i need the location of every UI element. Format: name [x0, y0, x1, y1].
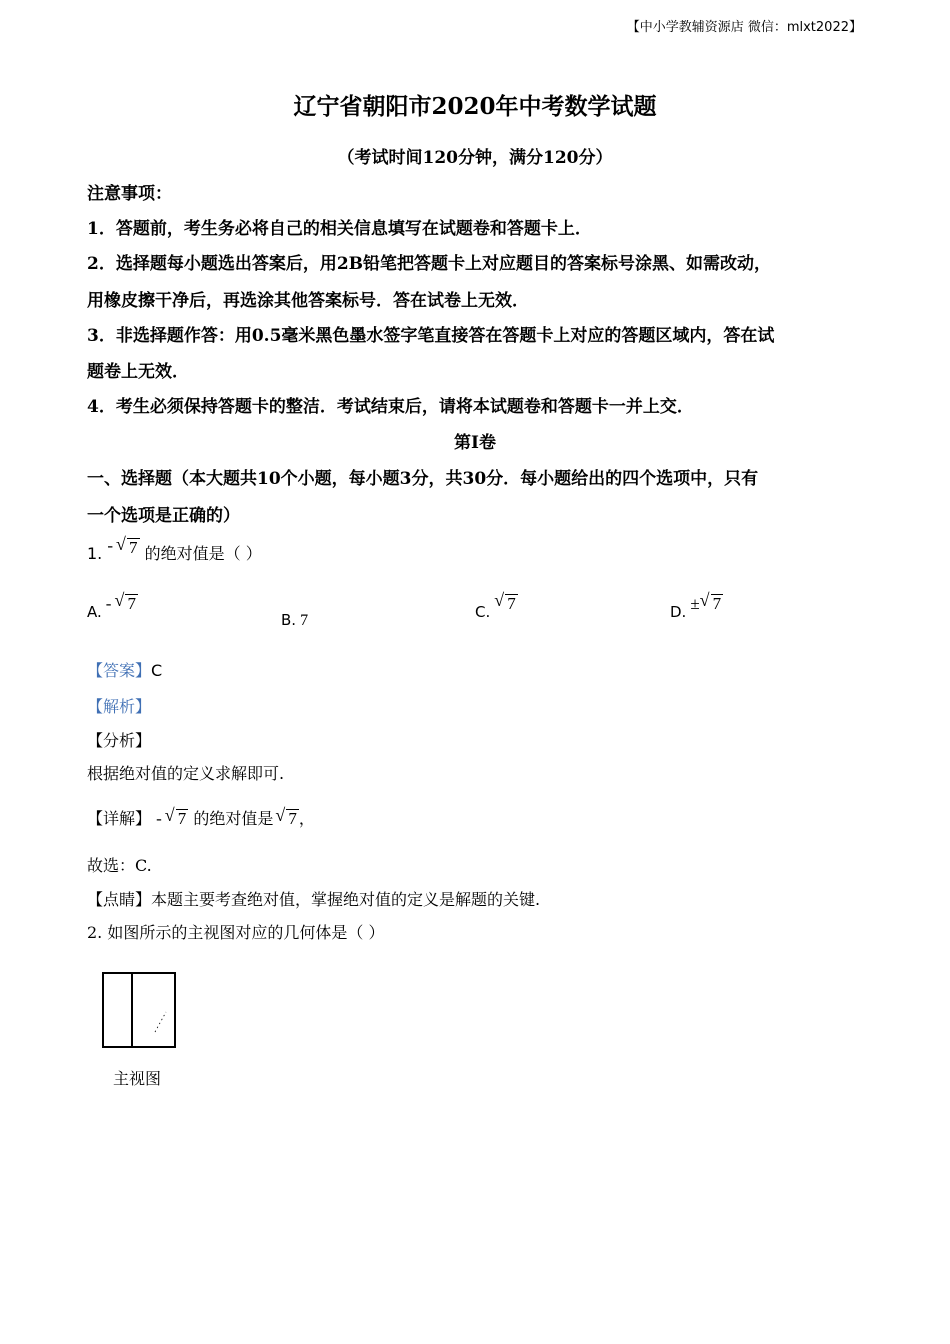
page-title: 辽宁省朝阳市2020年中考数学试题: [293, 93, 657, 120]
option-a-sign: -: [105, 594, 112, 613]
q1-stem: [87, 534, 262, 564]
option-a-label: A.: [87, 603, 102, 621]
part1-heading-line2: 一个选项是正确的）: [87, 506, 240, 526]
front-view-outer-rect: [103, 973, 175, 1047]
option-a-sqrt: √ 7: [114, 590, 136, 613]
q1-option-b[interactable]: [281, 611, 308, 630]
q1-stem-text: 的绝对值是（ ）: [144, 544, 262, 563]
choose-line: 故选：C.: [87, 856, 152, 875]
front-view-hidden-line: [155, 1012, 166, 1032]
dianjing-tag: 【点睛】: [87, 890, 152, 909]
q1-option-c[interactable]: [475, 590, 518, 622]
volume-heading: 第I卷: [454, 433, 496, 453]
option-c-sqrt: √ 7: [494, 590, 516, 613]
option-c-label: C.: [475, 603, 491, 621]
notice-heading: 注意事项：: [87, 184, 172, 204]
detail-minus: -: [156, 809, 162, 828]
option-d-label: D.: [670, 603, 687, 621]
notice-item-2-line1: 2．选择题每小题选出答案后，用2B铅笔把答题卡上对应题目的答案标号涂黑、如需改动，: [87, 254, 772, 274]
part1-heading-line1: 一、选择题（本大题共10个小题，每小题3分，共30分．每小题给出的四个选项中，只有: [87, 469, 759, 489]
notice-item-2-line2: 用橡皮擦干净后，再选涂其他答案标号．答在试卷上无效．: [87, 291, 529, 311]
detail-line: [87, 806, 315, 829]
q1-option-d[interactable]: [670, 590, 723, 622]
dianjing-text: 本题主要考查绝对值，掌握绝对值的定义是解题的关键.: [151, 890, 541, 909]
answer-tag: 【答案】: [87, 661, 152, 680]
option-d-sqrt: √ 7: [699, 590, 722, 613]
header-watermark: 【中小学教辅资源店 微信：mlxt2022】: [626, 20, 862, 35]
page-subtitle: （考试时间120分钟，满分120分）: [337, 148, 613, 168]
dianjing-line: [87, 887, 540, 910]
fenxi-tag: 【分析】: [87, 731, 152, 750]
detail-mid-text: 的绝对值是: [193, 809, 274, 828]
detail-tag: 【详解】: [87, 809, 152, 828]
answer-value: C: [151, 661, 163, 680]
q1-number: 1.: [87, 544, 103, 563]
detail-sqrt-1: √ 7: [164, 805, 187, 828]
notice-item-1: 1．答题前，考生务必将自己的相关信息填写在试题卷和答题卡上．: [87, 219, 592, 239]
q1-option-a[interactable]: [87, 590, 138, 622]
q2-stem: 2. 如图所示的主视图对应的几何体是（ ）: [87, 923, 385, 942]
option-b-label: B.: [281, 611, 297, 629]
q1-answer-line: [87, 658, 162, 681]
analysis-tag: 【解析】: [87, 697, 152, 716]
option-b-value: 7: [300, 612, 309, 629]
front-view-figure: [100, 970, 180, 1052]
q1-minus: -: [107, 536, 114, 555]
detail-sqrt-2: √ 7: [275, 805, 297, 828]
notice-item-4: 4．考生必须保持答题卡的整洁．考试结束后，请将本试题卷和答题卡一并上交．: [87, 397, 694, 417]
front-view-caption: 主视图: [113, 1069, 162, 1088]
fenxi-text: 根据绝对值的定义求解即可.: [87, 764, 285, 783]
option-d-sign: ±: [690, 594, 700, 613]
notice-item-3-line1: 3．非选择题作答：用0.5毫米黑色墨水签字笔直接答在答题卡上对应的答题区域内，答在试: [87, 326, 775, 346]
q1-sqrt: √ 7: [116, 534, 138, 557]
notice-item-3-line2: 题卷上无效．: [87, 362, 189, 382]
detail-end: ，: [298, 809, 315, 828]
